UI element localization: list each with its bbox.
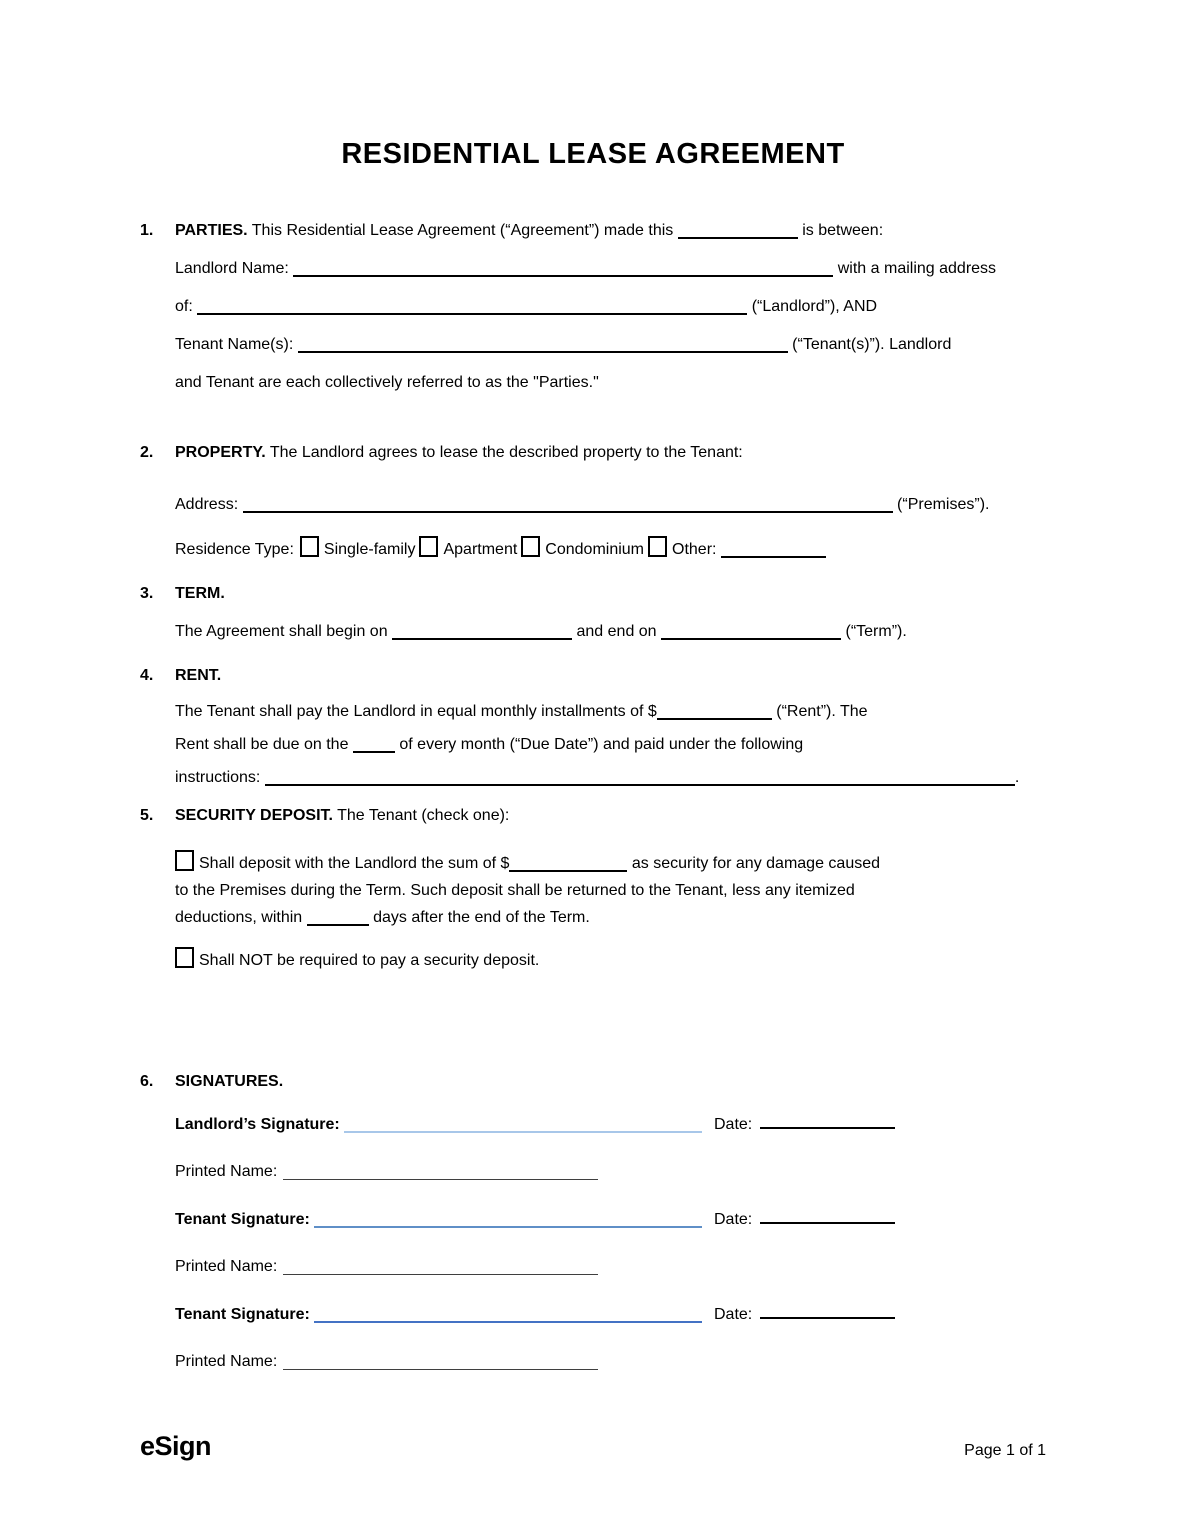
security-deposit-heading-text: The Tenant (check one): — [337, 807, 510, 824]
rent-instructions-line — [175, 761, 1046, 794]
printed-name-label: Printed Name: — [175, 1163, 278, 1180]
section-5-number: 5. — [140, 807, 154, 824]
landlord-name-blank — [293, 261, 833, 277]
section-6-label: SIGNATURES. — [175, 1073, 284, 1090]
tenant-after-text: (“Tenant(s)”). Landlord — [792, 336, 952, 353]
no-deposit-text: Shall NOT be required to pay a security deposit. — [199, 952, 540, 969]
parties-closing-text: and Tenant are each collectively referred to as the "Parties." — [175, 374, 599, 391]
section-term — [140, 575, 1046, 651]
checkbox-shall-deposit[interactable] — [175, 850, 194, 871]
residence-type-label: Residence Type: — [175, 541, 294, 558]
parties-intro-line — [175, 212, 1046, 250]
rent-due-text-end: of every month (“Due Date”) and paid under the following — [399, 736, 804, 753]
section-property — [140, 434, 1046, 569]
tenant-printed-name-blank-2 — [283, 1355, 598, 1370]
other-residence-blank — [721, 542, 826, 558]
tenant-printed-name-row-1 — [175, 1256, 1046, 1278]
deposit-text-3b: days after the end of the Term. — [373, 909, 590, 926]
landlord-signature-row — [175, 1113, 1046, 1136]
section-security-deposit — [140, 797, 1046, 974]
tenant-name-blank — [298, 337, 788, 353]
rent-amount-line — [175, 695, 1046, 728]
date-label: Date: — [714, 1116, 753, 1133]
tenant-name-line — [175, 326, 1046, 364]
term-end-text: and end on — [576, 623, 657, 640]
section-3-number: 3. — [140, 585, 154, 602]
of-label: of: — [175, 298, 193, 315]
property-address-line — [175, 486, 1046, 524]
deposit-option-line-1 — [175, 850, 1046, 877]
section-2-number: 2. — [140, 444, 154, 461]
page-footer — [140, 1429, 1046, 1463]
parties-closing-line — [175, 364, 1046, 402]
section-parties — [140, 212, 1046, 402]
property-address-blank — [243, 497, 893, 513]
section-1-number: 1. — [140, 222, 154, 239]
rent-amount-text: The Tenant shall pay the Landlord in equal monthly installments of $ — [175, 703, 657, 720]
tenant-date-blank-2 — [760, 1303, 895, 1319]
option-condominium-label: Condominium — [545, 541, 645, 558]
option-single-family-label: Single-family — [323, 541, 416, 558]
term-dates-line — [175, 613, 1046, 651]
tenant-date-blank-1 — [760, 1208, 895, 1224]
parties-intro-text-end: is between: — [802, 222, 884, 239]
deposit-text-1b: as security for any damage caused — [631, 855, 881, 872]
checkbox-condominium[interactable] — [521, 536, 540, 557]
option-apartment-label: Apartment — [443, 541, 518, 558]
section-4-label: RENT. — [175, 667, 222, 684]
deposit-text-3a: deductions, within — [175, 909, 303, 926]
no-deposit-option-line — [175, 947, 1046, 974]
address-label: Address: — [175, 496, 239, 513]
printed-name-label: Printed Name: — [175, 1353, 278, 1370]
rent-due-line — [175, 728, 1046, 761]
tenant-signature-label: Tenant Signature: — [175, 1306, 310, 1323]
property-heading-line — [175, 434, 1046, 472]
deposit-text-1a: Shall deposit with the Landlord the sum of $ — [199, 855, 510, 872]
landlord-address-blank — [197, 299, 747, 315]
tenant-signature-field-1[interactable] — [314, 1212, 702, 1228]
printed-name-label: Printed Name: — [175, 1258, 278, 1275]
term-heading-line — [175, 575, 1046, 613]
checkbox-single-family[interactable] — [300, 536, 319, 557]
section-rent — [140, 657, 1046, 794]
tenant-signature-label: Tenant Signature: — [175, 1211, 310, 1228]
term-begin-text: The Agreement shall begin on — [175, 623, 388, 640]
page-number: Page 1 of 1 — [964, 1442, 1046, 1459]
section-5-label: SECURITY DEPOSIT. — [175, 807, 333, 824]
tenant-signature-field-2[interactable] — [314, 1307, 702, 1323]
term-start-date-blank — [392, 624, 572, 640]
term-end-date-blank — [661, 624, 841, 640]
landlord-signature-label: Landlord’s Signature: — [175, 1116, 340, 1133]
section-1-label: PARTIES. — [175, 222, 248, 239]
rent-amount-blank — [657, 704, 772, 720]
landlord-printed-name-row — [175, 1161, 1046, 1183]
deposit-option-line-2 — [175, 877, 1046, 904]
landlord-signature-field[interactable] — [344, 1117, 702, 1133]
landlord-name-label: Landlord Name: — [175, 260, 289, 277]
deposit-amount-blank — [509, 856, 627, 872]
landlord-address-line — [175, 288, 1046, 326]
premises-text: (“Premises”). — [897, 496, 990, 513]
esign-logo: eSign — [140, 1431, 212, 1461]
checkbox-apartment[interactable] — [419, 536, 438, 557]
checkbox-other[interactable] — [648, 536, 667, 557]
landlord-printed-name-blank — [283, 1165, 598, 1180]
deposit-option-paragraph — [175, 850, 1046, 931]
section-2-label: PROPERTY. — [175, 444, 266, 461]
date-label: Date: — [714, 1211, 753, 1228]
deposit-text-2: to the Premises during the Term. Such deposit shall be returned to the Tenant, less any itemized — [175, 882, 855, 899]
section-3-label: TERM. — [175, 585, 225, 602]
document-title: RESIDENTIAL LEASE AGREEMENT — [341, 138, 845, 170]
payment-instructions-blank — [265, 770, 1015, 786]
parties-intro-text: This Residential Lease Agreement (“Agreement”) made this — [251, 222, 674, 239]
security-deposit-heading-line — [175, 797, 1046, 835]
landlord-date-blank — [760, 1113, 895, 1129]
tenant-name-label: Tenant Name(s): — [175, 336, 294, 353]
signatures-heading-line — [175, 1063, 1046, 1101]
deposit-option-line-3 — [175, 904, 1046, 931]
deposit-days-blank — [307, 910, 369, 926]
tenant-signature-row-2 — [175, 1303, 1046, 1326]
instructions-period: . — [1014, 769, 1020, 786]
residence-type-line — [175, 531, 1046, 569]
date-label: Date: — [714, 1306, 753, 1323]
tenant-printed-name-row-2 — [175, 1351, 1046, 1373]
rent-parenthetical-text: (“Rent”). The — [776, 703, 868, 720]
rent-due-text: Rent shall be due on the — [175, 736, 349, 753]
agreement-date-blank — [678, 223, 798, 239]
instructions-label: instructions: — [175, 769, 261, 786]
section-signatures — [140, 1063, 1046, 1373]
due-day-blank — [353, 737, 395, 753]
section-4-number: 4. — [140, 667, 154, 684]
tenant-printed-name-blank-1 — [283, 1260, 598, 1275]
term-parenthetical-text: (“Term”). — [845, 623, 907, 640]
checkbox-no-deposit[interactable] — [175, 947, 194, 968]
landlord-after-text: (“Landlord”), AND — [751, 298, 878, 315]
option-other-label: Other: — [672, 541, 717, 558]
section-6-number: 6. — [140, 1073, 154, 1090]
property-heading-text: The Landlord agrees to lease the described property to the Tenant: — [269, 444, 743, 461]
landlord-name-after-text: with a mailing address — [837, 260, 997, 277]
tenant-signature-row-1 — [175, 1208, 1046, 1231]
landlord-name-line — [175, 250, 1046, 288]
rent-heading-line — [175, 657, 1046, 695]
